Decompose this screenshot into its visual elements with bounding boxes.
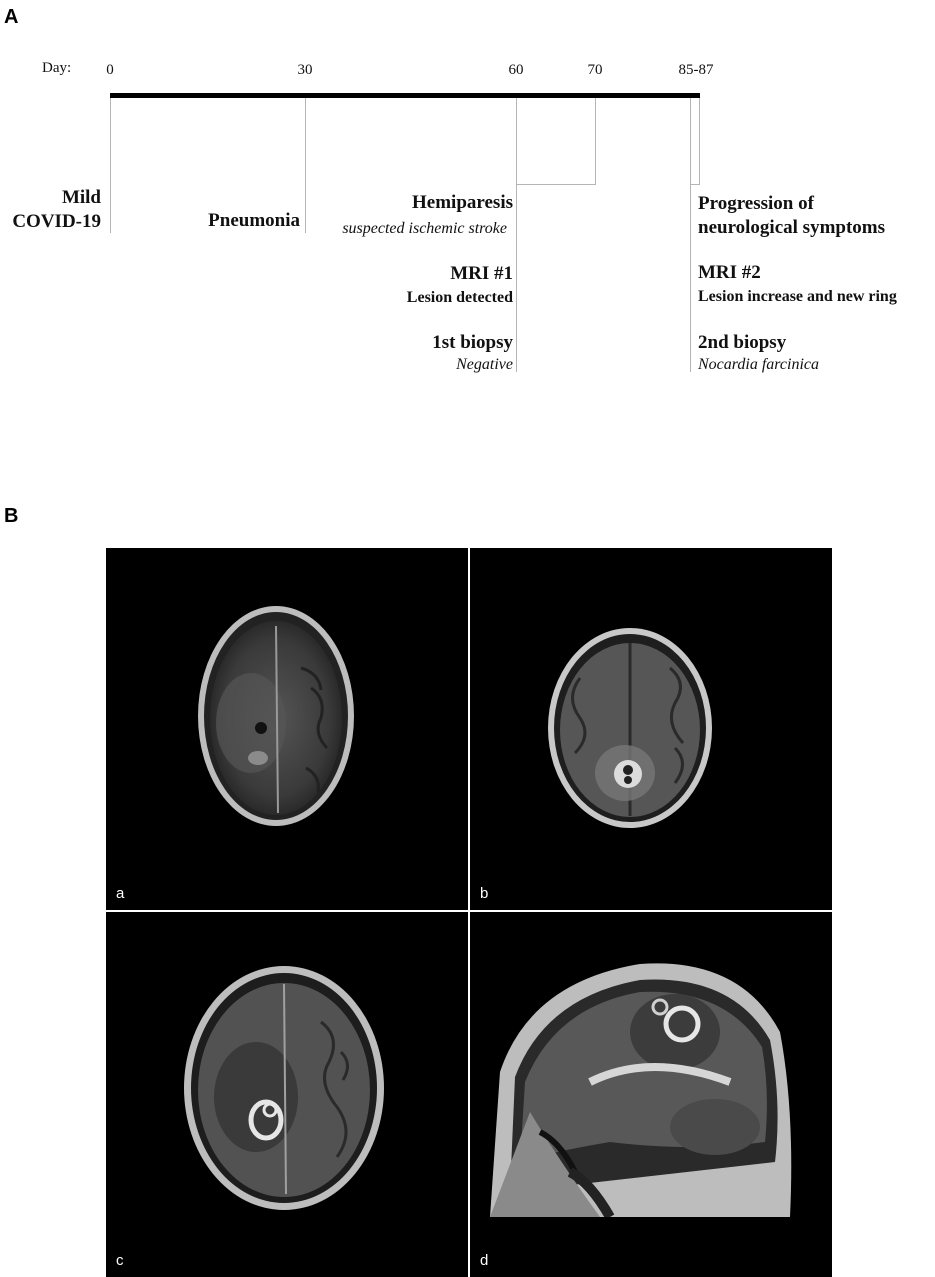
panel-a-letter: A	[4, 6, 19, 28]
event-mri2-note: Lesion increase and new ring	[698, 288, 897, 305]
tick-label-85-87: 85-87	[678, 62, 714, 78]
event-pneumonia: Pneumonia	[208, 210, 300, 231]
event-biopsy1-title: 1st biopsy	[432, 332, 513, 353]
event-biopsy2-note: Nocardia farcinica	[698, 356, 820, 373]
event-hemiparesis-note: suspected ischemic stroke	[342, 220, 507, 237]
tick-label-60: 60	[508, 62, 524, 78]
bracket-85-87	[690, 184, 700, 185]
tick-label-30: 30	[297, 62, 313, 78]
connector-day60	[516, 98, 517, 372]
mri-image-d	[470, 912, 832, 1277]
event-mri2-title: MRI #2	[698, 262, 761, 283]
event-mild-covid: Mild COVID-19	[12, 187, 101, 232]
event-hemiparesis-title: Hemiparesis	[412, 192, 513, 213]
timeline-axis	[110, 93, 700, 98]
mri-label-b: b	[480, 885, 489, 902]
mri-label-c: c	[116, 1252, 124, 1269]
mri-label-d: d	[480, 1252, 489, 1269]
event-biopsy1-note: Negative	[456, 356, 513, 373]
mri-image-b	[470, 548, 832, 910]
event-mri1-note: Lesion detected	[406, 289, 513, 306]
connector-day0	[110, 98, 111, 233]
event-biopsy2-title: 2nd biopsy	[698, 332, 787, 353]
tick-label-70: 70	[587, 62, 603, 78]
connector-day87	[699, 98, 700, 184]
event-mri1-title: MRI #1	[450, 263, 513, 284]
mri-image-a	[106, 548, 468, 910]
connector-day70	[595, 98, 596, 184]
day-label: Day:	[42, 60, 72, 76]
event-progression: Progression of neurological symptoms	[698, 193, 886, 238]
mri-label-a: a	[116, 885, 125, 902]
connector-day30	[305, 98, 306, 233]
bracket-60-70	[516, 184, 596, 185]
connector-day85	[690, 98, 691, 372]
mri-image-c	[106, 912, 468, 1277]
tick-label-0: 0	[106, 62, 114, 78]
panel-b-letter: B	[4, 505, 19, 527]
